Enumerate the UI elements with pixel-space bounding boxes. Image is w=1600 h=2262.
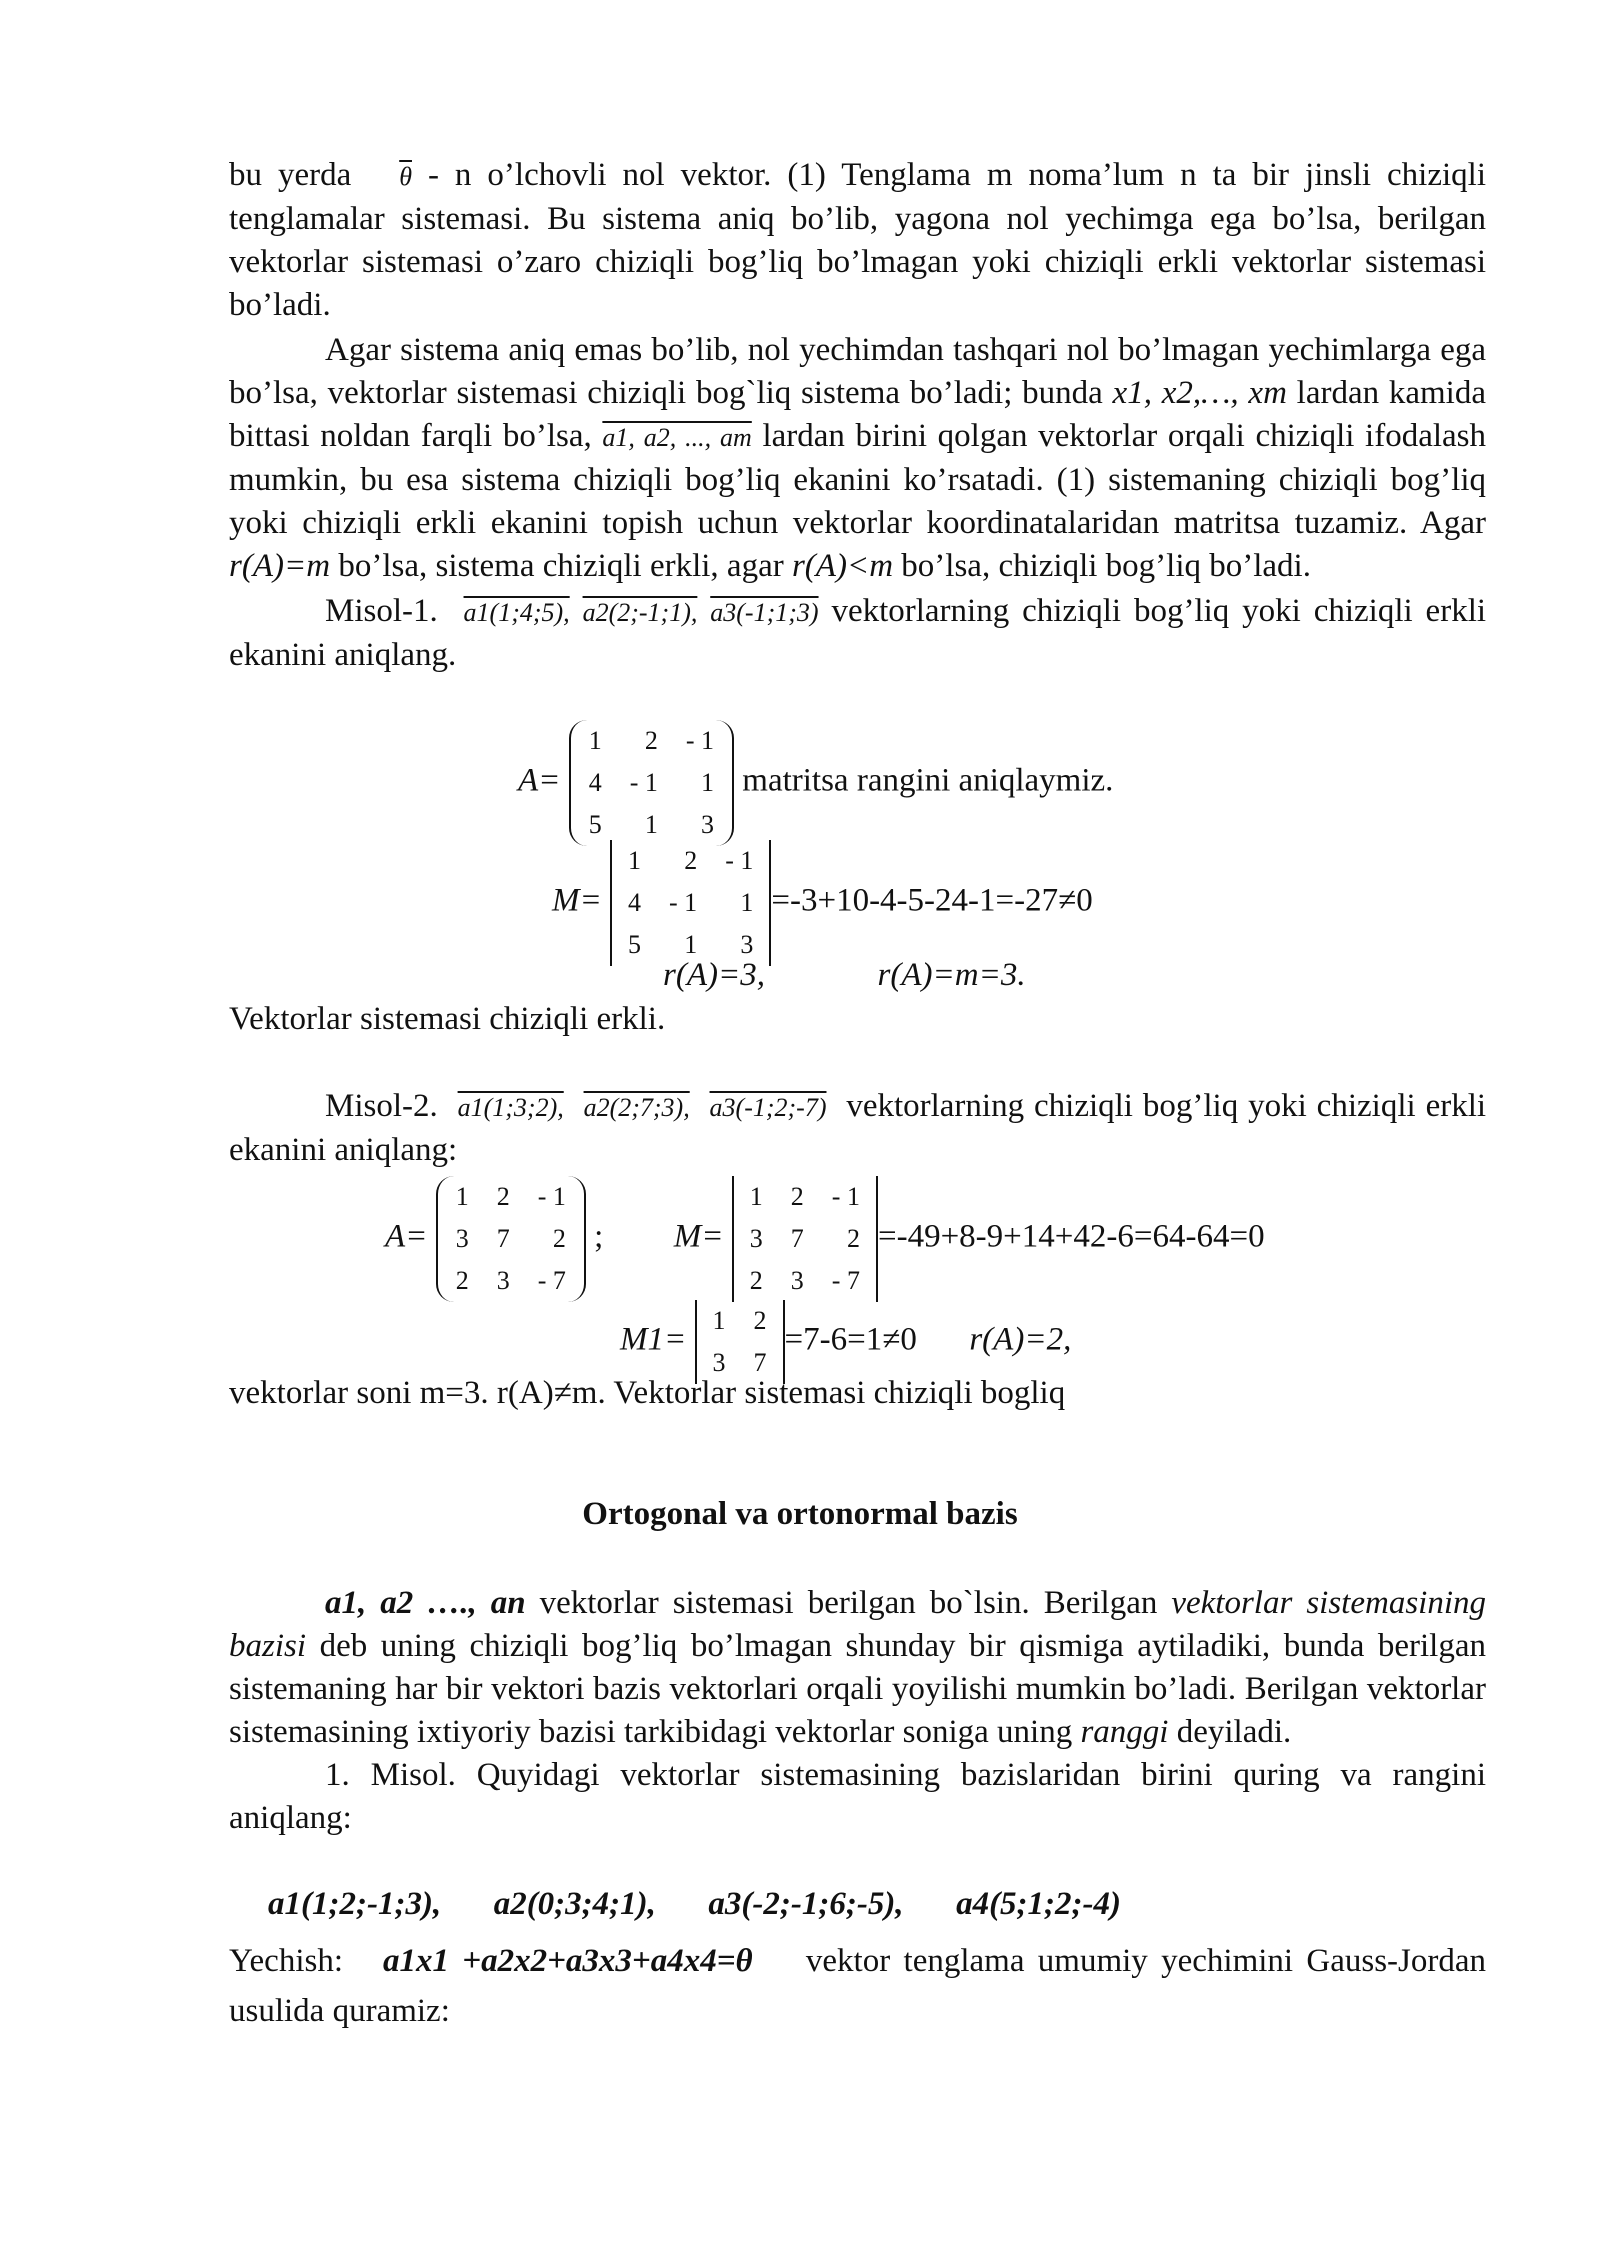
vector: a2(0;3;4;1), [493, 1886, 656, 1922]
determinant: 1 2 - 1 3 7 2 2 3 - 7 [732, 1176, 878, 1302]
vector: a3(-1;2;-7) [709, 1093, 827, 1122]
solution-label: Yechish: [229, 1943, 344, 1979]
text: Agar sistema aniq emas bo’lib, nol yechimdan tashqari nol bo’lmagan yechimlarga ega bo’lsa, vektorlar sistemasi chiziqli bog`liq sistema bo’ladi; bunda [229, 332, 1486, 411]
vector: a2(2;-1;1), [582, 598, 698, 627]
vector-list: a1, a2, ..., am [602, 423, 752, 452]
text: deyiladi. [1176, 1714, 1292, 1750]
text: deb uning chiziqli bog’liq bo’lmagan shunday bir qismiga aytiladiki, bunda berilgan sistemaning har bir vektori bazis vektorlari orqali yoyilishi mumkin bo’ladi. Berilgan vektorlar sistemasining ixtiyoriy bazisi tarkibidagi vektorlar soniga uning [229, 1628, 1487, 1750]
determinant-m-1 [552, 840, 1093, 966]
rank: r(A)=3, [663, 957, 765, 993]
matrix-a-2 [385, 1176, 1265, 1302]
result: =-49+8-9+14+42-6=64-64=0 [877, 1218, 1265, 1255]
section-heading: Ortogonal va ortonormal bazis [582, 1496, 1018, 1532]
vector: a2(2;7;3), [583, 1093, 690, 1122]
paragraph-2 [229, 329, 1486, 588]
vector-list: a1, a2 …., an [325, 1585, 526, 1621]
text: matritsa rangini aniqlaymiz. [742, 762, 1114, 799]
rank: r(A)=2, [969, 1321, 1072, 1358]
text: vektor tenglama umumiy yechimini Gauss-Jordan usulida quramiz: [229, 1943, 1487, 2029]
result: =-3+10-4-5-24-1=-27≠0 [771, 882, 1093, 919]
condition: r(A)<m [791, 548, 894, 584]
paragraph-3 [229, 1582, 1486, 1840]
vector: a1(1;2;-1;3), [268, 1886, 442, 1922]
rank-line-1 [663, 954, 1026, 997]
text: lardan kamida bittasi noldan farqli bo’lsa, [229, 375, 1486, 454]
matrix-a-1 [518, 720, 1113, 846]
label: M= [673, 1218, 724, 1255]
equation: a1x1 +a2x2+a3x3+a4x4=θ [382, 1943, 753, 1979]
label: M1= [620, 1321, 687, 1358]
example-label: Misol-2. [325, 1088, 438, 1124]
rank: r(A)=m=3. [877, 957, 1026, 993]
theta-vector: $\overline{\theta}$ [399, 162, 412, 191]
term: vektorlar sistemasining bazisi [229, 1585, 1486, 1664]
text: vektorlar sistemasi berilgan bo`lsin. Berilgan [539, 1585, 1158, 1621]
vector: a1(1;4;5), [463, 598, 570, 627]
result: =7-6=1≠0 [784, 1321, 917, 1358]
determinant: 1 2 - 1 4 - 1 1 5 1 3 [610, 840, 771, 966]
matrix: 1 2 - 1 3 7 2 2 3 - 7 [436, 1176, 586, 1302]
misol-2-statement [229, 1085, 1486, 1172]
misol-1-statement [229, 590, 1486, 677]
term: ranggi [1080, 1714, 1169, 1750]
text: bo’lsa, sistema chiziqli erkli, agar [338, 548, 784, 584]
variables: x1, x2,…, xm [1112, 375, 1287, 411]
label: M= [552, 882, 602, 919]
label: A= [385, 1218, 428, 1255]
text: vektorlarning chiziqli bog’liq yoki chiziqli erkli ekanini aniqlang. [229, 593, 1487, 673]
text: bu yerda [229, 157, 352, 193]
vector: a1(1;3;2), [457, 1093, 564, 1122]
vector-list-line [268, 1883, 1121, 1926]
separator: ; [594, 1218, 604, 1255]
determinant: 1 2 3 7 [695, 1300, 785, 1384]
conclusion-2: vektorlar soni m=3. r(A)≠m. Vektorlar sistemasi chiziqli bogliq [229, 1375, 1066, 1411]
condition: r(A)=m [229, 548, 331, 584]
matrix: 1 2 - 1 4 - 1 1 5 1 3 [569, 720, 734, 846]
label: A= [518, 762, 561, 799]
vector: a3(-2;-1;6;-5), [708, 1886, 904, 1922]
conclusion-1: Vektorlar sistemasi chiziqli erkli. [229, 1001, 666, 1037]
vector: a3(-1;1;3) [710, 598, 819, 627]
text: 1. Misol. Quyidagi vektorlar sistemasining bazislaridan birini quring va rangini aniqlang: [229, 1757, 1486, 1836]
text: bo’lsa, chiziqli bog’liq bo’ladi. [901, 548, 1311, 584]
paragraph-1 [229, 154, 1486, 677]
text: lardan birini qolgan vektorlar orqali chiziqli ifodalash mumkin, bu esa sistema chiziqli bog’liq ekanini ko’rsatadi. (1) sistemaning chiziqli bog’liq yoki chiziqli erkli ekanini topish uchun vektorlar koordinatalaridan matritsa tuzamiz. Agar [229, 418, 1487, 541]
misol-3-statement [229, 1754, 1486, 1840]
text: - n o’lchovli nol vektor. (1) Tenglama m noma’lum n ta bir jinsli chiziqli tenglamalar sistemasi. Bu sistema aniq bo’lib, yagona nol yechimga ega bo’lsa, berilgan vektorlar sistemasi o’zaro chiziqli bog’liq bo’lmagan yoki chiziqli erkli vektorlar sistemasi bo’ladi. [229, 157, 1486, 323]
text: vektorlarning chiziqli bog’liq yoki chiziqli erkli ekanini aniqlang: [229, 1088, 1487, 1168]
example-label: Misol-1. [325, 593, 438, 629]
solution [229, 1936, 1486, 2036]
vector: a4(5;1;2;-4) [956, 1886, 1121, 1922]
